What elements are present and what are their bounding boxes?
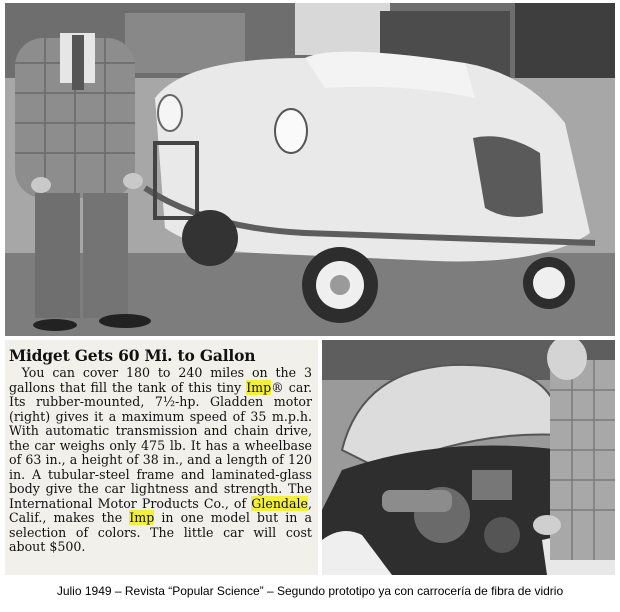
body-segment: , Calif., makes the: [9, 495, 312, 525]
article-panel: [5, 340, 318, 575]
body-segment: You can cover 180 to 240 miles on the 3 gallons that fill the tank of this tiny: [9, 365, 312, 395]
highlight-imp: Imp: [129, 510, 155, 525]
photo-caption: Julio 1949 – Revista “Popular Science” – Segundo prototipo ya con carrocería de fibra de vidrio: [56, 584, 564, 598]
car-photo: [5, 3, 615, 336]
article-headline: Midget Gets 60 Mi. to Gallon: [9, 346, 256, 365]
body-segment: ® car. Its rubber-mounted, 7½-hp. Gladden motor (right) gives it a maximum speed of 35 m.p.h. With automatic transmission and chain drive, the car weighs only 475 lb. It has a wheelbase of 63 in., a height of 38 in., and a length of 120 in. A tubular-steel frame and laminated-glass body give the car lightness and strength. The International Motor Products Co., of: [9, 379, 312, 511]
article-body: [9, 366, 312, 555]
highlight-glendale: Glendale: [251, 495, 308, 511]
body-segment: in one model but in a selection of colors. The little car will cost about $500.: [9, 510, 312, 554]
highlight-imp: Imp: [246, 379, 272, 395]
engine-photo: [322, 340, 615, 575]
